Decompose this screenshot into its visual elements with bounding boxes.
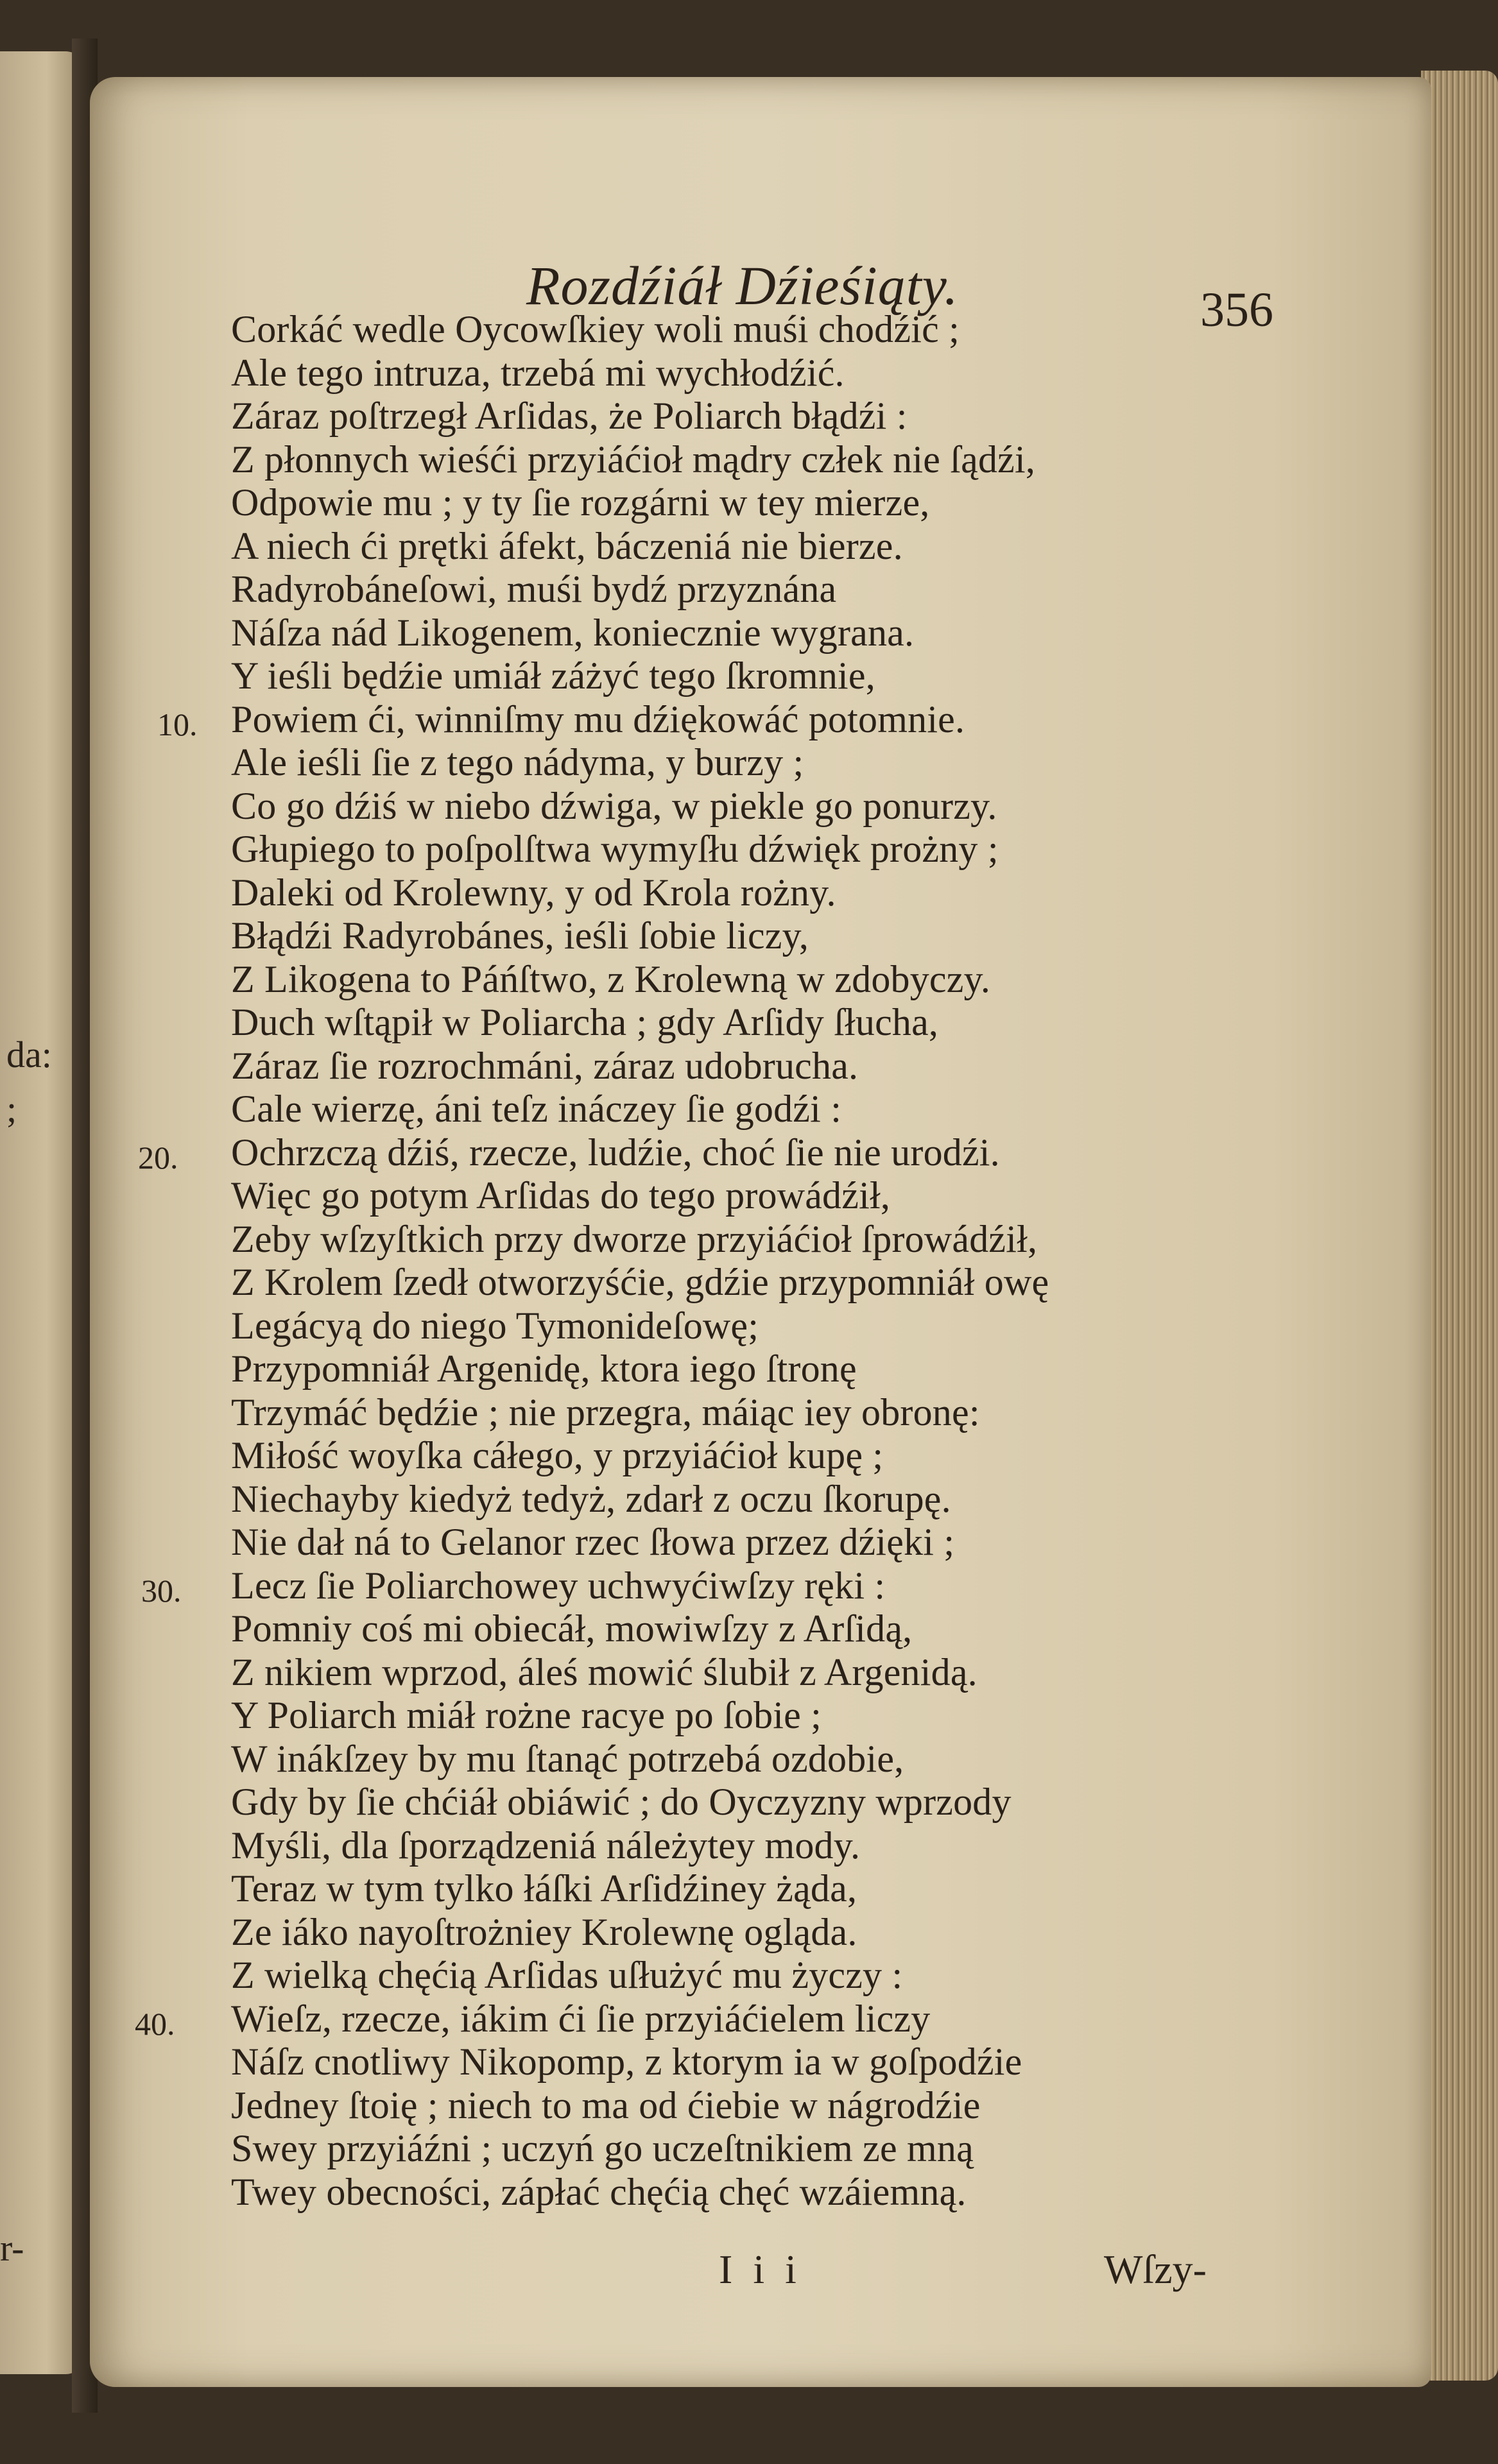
verse-line: Wieſz, rzecze, iákim ći ſie przyiáćielem liczy	[231, 1997, 931, 2040]
verse-line: Błądźi Radyrobánes, ieśli ſobie liczy,	[231, 914, 809, 957]
verse-line: Z Krolem ſzedł otworzyśćie, gdźie przypomniáł owę	[231, 1261, 1049, 1303]
verse-line: Powiem ći, winniſmy mu dźiękowáć potomnie.	[231, 697, 965, 740]
verse-line: Myśli, dla ſporządzeniá náleżytey mody.	[231, 1824, 861, 1867]
verse-line: A niech ći prętki áfekt, báczeniá nie bierze.	[231, 524, 903, 567]
line-number: 20.	[138, 1140, 178, 1176]
verse-line: Twey obecności, zápłać chęćią chęć wzáiemną.	[231, 2170, 967, 2213]
catchword: Wſzy-	[1104, 2246, 1207, 2292]
verse-line: Teraz w tym tylko łáſki Arſidźiney żąda,	[231, 1867, 857, 1910]
verse-line: Miłość woyſka cáłego, y przyiáćioł kupę ;	[231, 1434, 884, 1476]
verse-line: Więc go potym Arſidas do tego prowádźił,	[231, 1174, 891, 1217]
verse-line: Legácyą do niego Tymonideſowę;	[231, 1304, 759, 1347]
verse-line: Z wielką chęćią Arſidas uſłużyć mu życzy :	[231, 1954, 903, 1996]
verse-line: Ale tego intruza, trzebá mi wychłodźić.	[231, 351, 845, 394]
verse-line: Radyrobáneſowi, muśi bydź przyznána	[231, 568, 837, 610]
verse-line: Cale wierzę, áni teſz ináczey ſie godźi :	[231, 1088, 842, 1130]
verse-line: Głupiego to poſpolſtwa wymyſłu dźwięk prożny ;	[231, 828, 999, 870]
signature-mark: I i i	[719, 2246, 802, 2292]
verse-line: Trzymáć będźie ; nie przegra, máiąc iey obronę:	[231, 1390, 980, 1433]
verse-text	[231, 308, 1207, 2214]
verse-line: Ze iáko nayoſtrożniey Krolewnę ogląda.	[231, 1910, 857, 1953]
verse-line: Corkáć wedle Oycowſkiey woli muśi chodźić ;	[231, 308, 960, 350]
verse-line: Nie dał ná to Gelanor rzec ſłowa przez dźięki ;	[231, 1521, 955, 1563]
page-number: 356	[1200, 283, 1273, 337]
line-number: 10.	[157, 706, 198, 742]
verse-line: Przypomniáł Argenidę, ktora iego ſtronę	[231, 1348, 857, 1390]
verse-line: Ochrzczą dźiś, rzecze, ludźie, choć ſie nie urodźi.	[231, 1131, 1000, 1174]
running-head: Rozdźiáł Dźieśiąty.	[526, 255, 959, 316]
verse-line: Gdy by ſie chćiáł obiáwić ; do Oyczyzny wprzody	[231, 1781, 1012, 1823]
verse-line: Niechayby kiedyż tedyż, zdarł z oczu ſkorupę.	[231, 1477, 951, 1520]
verse-line: Odpowie mu ; y ty ſie rozgárni w tey mierze,	[231, 481, 930, 524]
page-block-edge	[1421, 71, 1498, 2381]
verse-line: Z płonnych wieśći przyiáćioł mądry człek nie ſądźi,	[231, 438, 1036, 481]
verse-line: Jedney ſtoię ; niech to ma od ćiebie w nágrodźie	[231, 2083, 981, 2126]
verse-line: Z Likogena to Páńſtwo, z Krolewną w zdobyczy.	[231, 957, 991, 1000]
verse-line: Náſz cnotliwy Nikopomp, z ktorym ia w goſpodźie	[231, 2041, 1022, 2083]
line-number: 40.	[135, 2006, 175, 2042]
verse-line: Ale ieśli ſie z tego nádyma, y burzy ;	[231, 741, 804, 783]
line-number: 30.	[141, 1573, 182, 1609]
left-fragment: r-	[0, 2227, 24, 2269]
verse-line: Y Poliarch miáł rożne racye po ſobie ;	[231, 1694, 822, 1736]
left-fragment: da:	[6, 1034, 52, 1075]
verse-line: Duch wſtąpił w Poliarcha ; gdy Arſidy ſłucha,	[231, 1001, 939, 1043]
verse-line: Záraz ſie rozrochmáni, záraz udobrucha.	[231, 1044, 859, 1087]
verse-line: Záraz poſtrzegł Arſidas, że Poliarch błądźi :	[231, 395, 908, 437]
verse-line: Y ieśli będźie umiáł záżyć tego ſkromnie,	[231, 654, 875, 697]
verse-line: Lecz ſie Poliarchowey uchwyćiwſzy ręki :	[231, 1564, 886, 1607]
verse-line: Swey przyiáźni ; uczyń go uczeſtnikiem ze mną	[231, 2127, 974, 2169]
verse-line: Náſza nád Likogenem, koniecznie wygrana.	[231, 611, 915, 654]
left-fragment: ;	[6, 1088, 17, 1130]
verse-line: Daleki od Krolewny, y od Krola rożny.	[231, 871, 836, 914]
verse-line: W inákſzey by mu ſtanąć potrzebá ozdobie,	[231, 1737, 904, 1780]
verse-line: Zeby wſzyſtkich przy dworze przyiáćioł ſprowádźił,	[231, 1217, 1038, 1260]
verse-line: Co go dźiś w niebo dźwiga, w piekle go ponurzy.	[231, 784, 997, 827]
verse-line: Z nikiem wprzod, áleś mowić ślubił z Argenidą.	[231, 1650, 977, 1693]
verse-line: Pomniy coś mi obiecáł, mowiwſzy z Arſidą,	[231, 1607, 913, 1650]
